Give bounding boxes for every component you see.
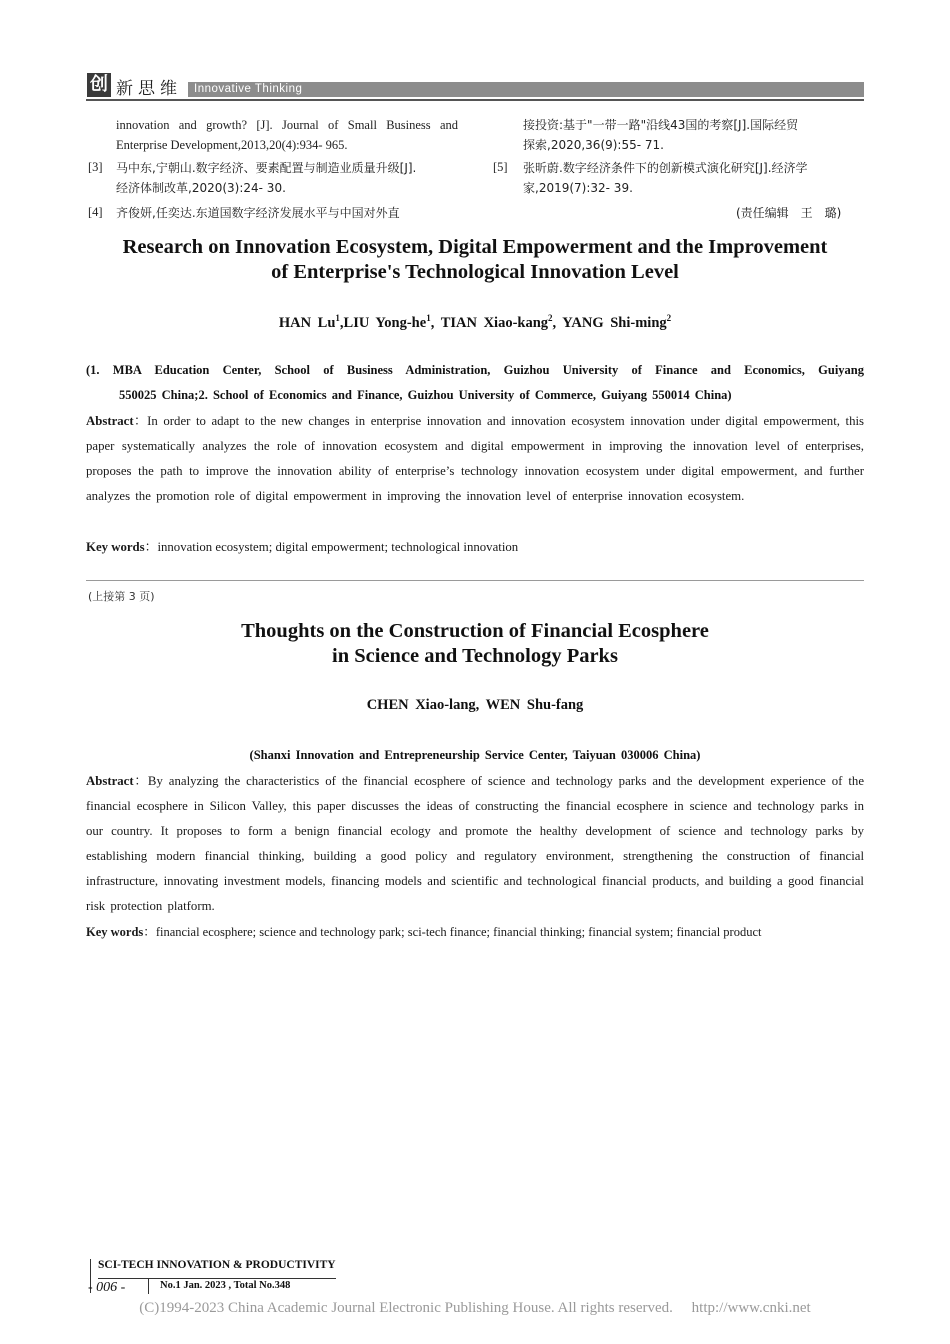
section-title-cn: 新思维 [116, 79, 182, 99]
author-name: HAN Lu [278, 314, 336, 331]
page-number: - 006 - [88, 1280, 126, 1295]
author-affiliation-mark: 1 [335, 313, 340, 323]
continued-from-note: (上接第 3 页) [88, 590, 155, 603]
reference-continued-left [116, 115, 458, 155]
article1-title-line1: Research on Innovation Ecosystem, Digital Empowerment and the Improvement [122, 236, 828, 258]
copyright-watermark: (C)1994-2023 China Academic Journal Electronic Publishing House. All rights reserved. http://www.cnki.net [139, 1300, 811, 1316]
abstract-label: Abstract [86, 774, 134, 788]
reference-line: 张昕蔚.数字经济条件下的创新模式演化研究[J].经济学 [523, 161, 808, 175]
author-name: TIAN Xiao-kang [440, 314, 549, 331]
reference-line: 齐俊妍,任奕达.东道国数字经济发展水平与中国对外直 [116, 206, 400, 220]
abstract-colon: ： [133, 414, 148, 428]
keywords-label: Key words [86, 925, 144, 939]
reference-number: [5] [493, 160, 508, 174]
article2-title-line1: Thoughts on the Construction of Financial Ecosphere [241, 620, 709, 642]
reference-line: 探索,2020,36(9):55- 71. [523, 138, 664, 152]
article2-title-line2: in Science and Technology Parks [332, 645, 618, 667]
section-title-en: Innovative Thinking [194, 83, 303, 95]
article1-affiliation-line2: 550025 China;2. School of Economics and Finance, Guizhou University of Commerce, Guiyang 550014 China) [119, 388, 732, 402]
author-separator: , [552, 314, 563, 331]
article2-abstract [86, 769, 864, 919]
reference-5 [523, 158, 865, 198]
reference-line: innovation and growth? [J]. Journal of Small Business and [116, 118, 458, 132]
keywords-colon: ： [143, 925, 156, 939]
reference-line: Enterprise Development,2013,20(4):934- 965. [116, 138, 348, 152]
abstract-text: In order to adapt to the new changes in enterprise innovation and innovation ecosystem innovation under digital empowerment, this paper systematically analyzes the role of innovation ecosystem and digital empowerment in improving the innovation level of enterprises, proposes the path to improve the innovation ability of enterprise’s technology innovation ecosystem under digital empowerment, and further analyzes the promotion role of digital empowerment in improving the innovation level of enterprise innovation ecosystem. [86, 414, 865, 503]
header-rule [86, 99, 864, 101]
abstract-label: Abstract [86, 414, 134, 428]
reference-number: [3] [88, 160, 103, 174]
article1-authors [86, 313, 864, 332]
reference-line: 家,2019(7):32- 39. [523, 181, 633, 195]
footer-rule [98, 1278, 336, 1279]
abstract-colon: ： [133, 774, 148, 788]
author-separator: , [339, 314, 344, 331]
reference-3 [116, 158, 461, 198]
article1-affiliation-line1: (1. MBA Education Center, School of Business Administration, Guizhou University of Finance and Economics, Guiyang [86, 363, 864, 377]
article1-title-line2: of Enterprise's Technological Innovation Level [271, 261, 679, 283]
keywords-colon: ： [144, 540, 158, 554]
reference-4 [116, 203, 461, 223]
author-affiliation-mark: 2 [666, 313, 672, 323]
footer-journal-name: SCI-TECH INNOVATION & PRODUCTIVITY [98, 1259, 336, 1271]
author-name: YANG Shi-ming [562, 314, 667, 331]
footer-issue: No.1 Jan. 2023 , Total No.348 [160, 1280, 291, 1291]
editor-note: (责任编辑 王 璐) [736, 206, 842, 220]
author-separator: , [430, 314, 441, 331]
author-affiliation-mark: 1 [426, 313, 431, 323]
keywords-text: innovation ecosystem; digital empowerment; technological innovation [157, 540, 519, 554]
section-divider [86, 580, 864, 581]
reference-number: [4] [88, 205, 103, 219]
reference-continued-right [523, 115, 865, 155]
footer-divider [148, 1278, 149, 1294]
article1-abstract [86, 409, 864, 509]
section-logo: 创 [87, 73, 111, 97]
reference-line: 马中东,宁朝山.数字经济、要素配置与制造业质量升级[J]. [116, 161, 417, 175]
article1-affiliation [86, 358, 864, 408]
article1-keywords [86, 537, 864, 557]
keywords-text: financial ecosphere; science and technology park; sci-tech finance; financial thinking; financial system; financial product [155, 925, 762, 939]
article2-affiliation: (Shanxi Innovation and Entrepreneurship Service Center, Taiyuan 030006 China) [249, 748, 701, 762]
reference-line: 接投资:基于"一带一路"沿线43国的考察[J].国际经贸 [523, 118, 799, 132]
keywords-label: Key words [86, 540, 145, 554]
abstract-text: By analyzing the characteristics of the financial ecosphere of science and technology parks and the development experience of the financial ecosphere in Silicon Valley, this paper discusses the ideas of constructing the financial ecosphere in science and technology parks in our country. It proposes to form a benign financial ecology and promote the healthy development of science and technology parks by establishing modern financial thinking, building a good policy and regulatory environment, strengthening the construction of financial infrastructure, innovating investment models, financing models and scientific and technological financial products, and building a good financial risk protection platform. [86, 774, 864, 913]
article2-authors: CHEN Xiao-lang, WEN Shu-fang [366, 697, 584, 713]
article1-title [86, 235, 864, 285]
author-affiliation-mark: 2 [548, 313, 553, 323]
article2-title [86, 619, 864, 669]
reference-line: 经济体制改革,2020(3):24- 30. [116, 181, 286, 195]
author-name: LIU Yong-he [343, 314, 427, 331]
article2-keywords [86, 922, 864, 942]
